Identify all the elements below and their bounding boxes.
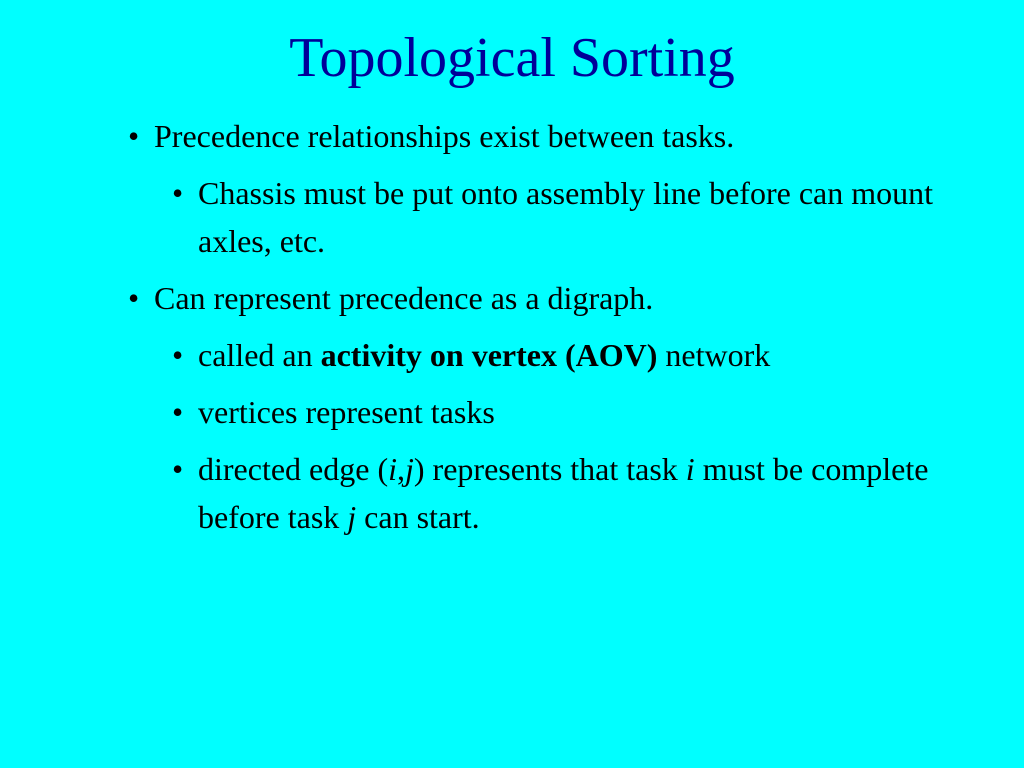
bullet-item <box>116 274 976 322</box>
italic-var: j <box>405 451 414 487</box>
bullet-item <box>116 112 976 160</box>
text-run: , <box>397 451 405 487</box>
italic-var: i <box>685 451 695 487</box>
italic-var: j <box>347 499 357 535</box>
sub-bullet-item <box>116 331 976 379</box>
slide-body <box>116 112 976 550</box>
bold-term: activity on vertex (AOV) <box>320 337 658 373</box>
bullet-dot-icon: • <box>172 175 184 211</box>
text-run: must be complete before task <box>198 451 929 535</box>
bullet-text <box>198 337 770 373</box>
bullet-text: vertices represent tasks <box>198 394 495 430</box>
sub-bullet-item <box>116 445 976 541</box>
sub-bullet-item <box>116 388 976 436</box>
text-run: network <box>657 337 771 373</box>
sub-bullet-item <box>116 169 976 265</box>
text-run: can start. <box>356 499 480 535</box>
bullet-dot-icon: • <box>172 337 184 373</box>
bullet-dot-icon: • <box>128 280 140 316</box>
bullet-text <box>198 451 928 535</box>
bullet-dot-icon: • <box>172 394 184 430</box>
bullet-text: Precedence relationships exist between tasks. <box>154 118 735 154</box>
bullet-dot-icon: • <box>172 451 184 487</box>
text-run: ) represents that task <box>413 451 686 487</box>
text-run: directed edge ( <box>198 451 389 487</box>
italic-var: i <box>388 451 397 487</box>
bullet-dot-icon: • <box>128 118 140 154</box>
bullet-text: Can represent precedence as a digraph. <box>154 280 654 316</box>
slide-title: Topological Sorting <box>289 27 735 89</box>
text-run: called an <box>198 337 321 373</box>
bullet-text: Chassis must be put onto assembly line before can mount axles, etc. <box>198 175 933 259</box>
